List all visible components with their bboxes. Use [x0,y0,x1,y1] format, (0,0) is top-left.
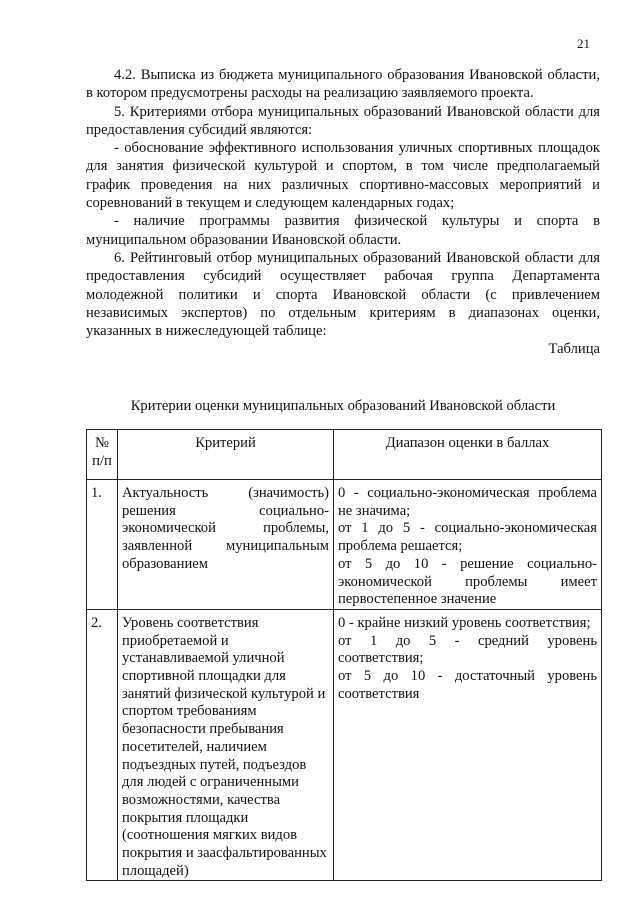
row-criterion: Актуальность (значимость) решения социально-экономической проблемы, заявленной муниципальным образованием [118,480,334,610]
paragraph-6: 6. Рейтинговый отбор муниципальных образований Ивановской области для предоставления субсидий осуществляет рабочая группа Департамента молодежной политики и спорта Ивановской области (с привлечением независимых экспертов) по отдельным критериям в диапазонах оценки, указанных в нижеследующей таблице: [86,249,600,340]
row-range [334,609,602,881]
paragraph-4-2: 4.2. Выписка из бюджета муниципального образования Ивановской области, в котором предусмотрены расходы на реализацию заявляемого проекта. [86,67,600,102]
table-row [87,609,602,881]
criteria-list-item-2: - наличие программы развития физической культуры и спорта в муниципальном образовании Ивановской области. [86,213,600,248]
row-range [334,480,602,610]
range-line: 0 - социально-экономическая проблема не значима; [338,485,597,519]
range-line: от 5 до 10 - решение социально-экономической проблемы имеет первостепенное значение [338,555,597,608]
range-line: от 5 до 10 - достаточный уровень соответствия [338,668,597,702]
row-criterion: Уровень соответствия приобретаемой и устанавливаемой уличной спортивной площадки для занятий физической культурой и спортом требованиям безопасности пребывания посетителей, наличием подъездных путей, подъездов для людей с ограниченными возможностями, качества покрытия площадки (соотношения мягких видов покрытия и заасфальтированных площадей) [118,609,334,881]
range-line: 0 - крайне низкий уровень соответствия; [338,614,591,631]
criteria-table [86,429,602,881]
range-line: от 1 до 5 - средний уровень соответствия; [338,632,597,667]
table-row [87,480,602,610]
criteria-list-item-1: - обоснование эффективного использования уличных спортивных площадок для занятия физической культурой и спортом, в том числе предполагаемый график проведения на них различных спортивно-массовых мероприятий и соревнований в текущем и следующем календарных годах; [86,140,600,212]
row-number: 1. [87,480,118,610]
table-label: Таблица [548,341,600,358]
document-body [86,66,600,359]
header-number: № п/п [87,430,118,480]
table-header-row [87,430,602,480]
table-title: Критерии оценки муниципальных образований Ивановской области [130,398,556,414]
header-range: Диапазон оценки в баллах [334,430,602,480]
row-number: 2. [87,609,118,881]
page-number: 21 [577,36,590,51]
paragraph-5: 5. Критериями отбора муниципальных образований Ивановской области для предоставления субсидий являются: [86,103,600,138]
range-line: от 1 до 5 - социально-экономическая проблема решается; [338,520,597,555]
header-criterion: Критерий [118,430,334,480]
